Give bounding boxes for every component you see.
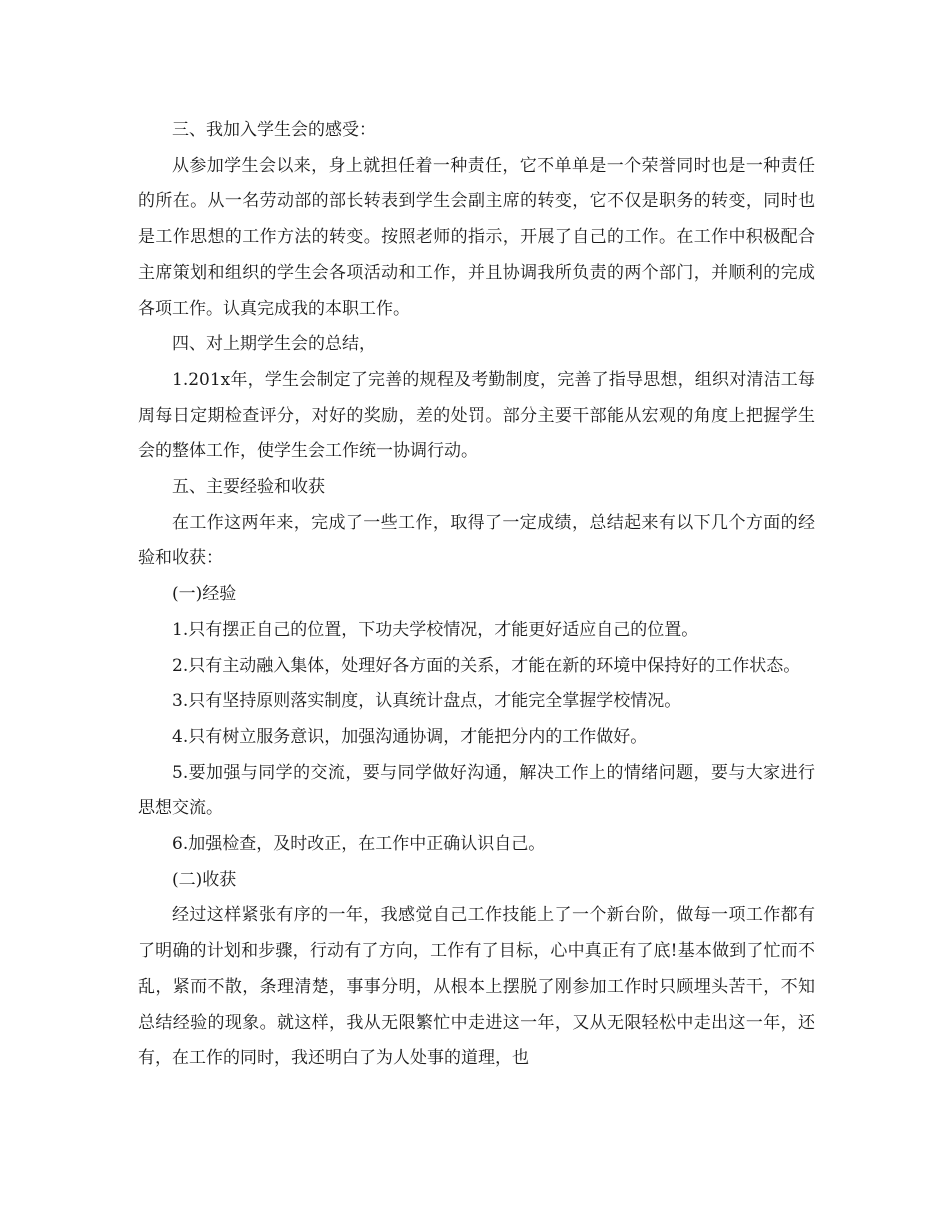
paragraph-summary: 1.201x年，学生会制定了完善的规程及考勤制度，完善了指导思想，组织对清洁工每周每日定期检查评分，对好的奖励，差的处罚。部分主要干部能从宏观的角度上把握学生会的整体工作，使学生会工作统一协调行动。 [138,369,815,462]
list-item-experience-1: 1.只有摆正自己的位置，下功夫学校情况，才能更好适应自己的位置。 [172,619,699,640]
section-heading-5: 五、主要经验和收获 [172,477,325,498]
list-item-experience-5: 5.要加强与同学的交流，要与同学做好沟通，解决工作上的情绪问题，要与大家进行思想交流。 [138,762,815,819]
paragraph-gains: 经过这样紧张有序的一年，我感觉自己工作技能上了一个新台阶，做每一项工作都有了明确的计划和步骤，行动有了方向，工作有了目标，心中真正有了底!基本做到了忙而不乱，紧而不散，条理清楚，事事分明，从根本上摆脱了刚参加工作时只顾埋头苦干，不知总结经验的现象。就这样，我从无限繁忙中走进这一年，又从无限轻松中走出这一年，还有，在工作的同时，我还明白了为人处事的道理，也 [138,905,815,1069]
section-heading-4: 四、对上期学生会的总结， [172,334,376,355]
list-item-experience-3: 3.只有坚持原则落实制度，认真统计盘点，才能完全掌握学校情况。 [172,691,682,712]
document-body [138,113,815,1077]
list-item-experience-2: 2.只有主动融入集体，处理好各方面的关系，才能在新的环境中保持好的工作状态。 [172,655,801,676]
section-heading-3: 三、我加入学生会的感受： [172,120,376,140]
list-item-experience-6: 6.加强检查，及时改正，在工作中正确认识自己。 [172,834,546,855]
paragraph-experience-intro: 在工作这两年来，完成了一些工作，取得了一定成绩，总结起来有以下几个方面的经验和收获： [138,512,815,569]
subheading-gains: (二)收获 [172,869,237,890]
list-item-experience-4: 4.只有树立服务意识，加强沟通协调，才能把分内的工作做好。 [172,726,648,747]
paragraph-feelings: 从参加学生会以来，身上就担任着一种责任，它不单单是一个荣誉同时也是一种责任的所在。从一名劳动部的部长转表到学生会副主席的转变，它不仅是职务的转变，同时也是工作思想的工作方法的转变。按照老师的指示，开展了自己的工作。在工作中积极配合主席策划和组织的学生会各项活动和工作，并且协调我所负责的两个部门，并顺利的完成各项工作。认真完成我的本职工作。 [138,155,815,319]
subheading-experience: (一)经验 [172,584,237,605]
